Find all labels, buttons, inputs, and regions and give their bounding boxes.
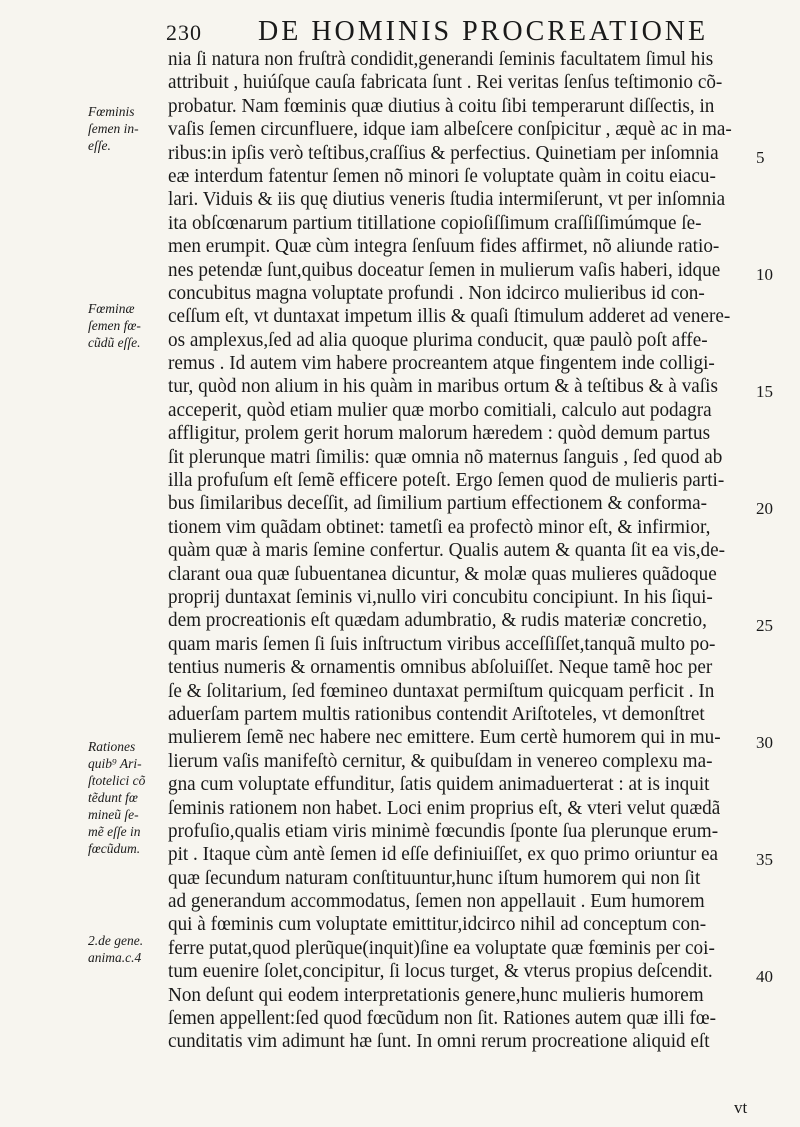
text-line: Non deſunt qui eodem interpretationis genere,hunc mulieris humorem bbox=[168, 984, 704, 1006]
text-line: cunditatis vim adimunt hæ ſunt. In omni rerum procreatione aliquid eſt bbox=[168, 1031, 710, 1053]
text-line: affligitur, prolem gerit horum malorum hæredem : quòd demum partus bbox=[168, 423, 711, 445]
text-line: aduerſam partem multis rationibus contendit Ariſtoteles, vt demonſtret bbox=[168, 703, 705, 725]
margin-note bbox=[88, 300, 168, 351]
margin-note-line: Fœminis bbox=[88, 104, 135, 119]
text-line: tum euenire ſolet,concipitur, ſi locus turget, & vterus propius deſcendit. bbox=[168, 961, 713, 983]
margin-note-line: mineũ ſe- bbox=[88, 807, 139, 822]
text-line: nia ſi natura non fruſtrà condidit,generandi ſeminis facultatem ſimul his bbox=[168, 49, 714, 70]
line-number: 25 bbox=[756, 615, 773, 635]
text-line: pit . Itaque cùm antè ſemen id eſſe definiuiſſet, ex quo primo oriuntur ea bbox=[168, 844, 719, 866]
margin-note bbox=[88, 103, 168, 154]
line-number: 40 bbox=[756, 966, 773, 986]
text-line: concubitus magna voluptate profundi . Non idcirco mulieribus id con- bbox=[168, 282, 705, 304]
margin-note-line: ſemen fœ- bbox=[88, 318, 141, 333]
margin-note-line: anima.c.4 bbox=[88, 950, 142, 965]
text-line: proprij duntaxat ſeminis vi,nullo viri concubitu concipiunt. In his ſiqui- bbox=[168, 586, 713, 608]
margin-note-line: 2.de gene. bbox=[88, 933, 144, 948]
line-number: 10 bbox=[756, 264, 773, 284]
text-line: gna cum voluptate effunditur, ſatis quidem animaduerterat : at is inquit bbox=[168, 774, 710, 796]
text-line: quam maris ſemen ſi ſuis inſtructum viribus acceſſiſſet,tanquã multo po- bbox=[168, 633, 716, 655]
text-line: clarant oua quæ ſubuentanea dicuntur, & molæ quas mulieres quãdoque bbox=[168, 563, 717, 585]
line-number: 20 bbox=[756, 498, 773, 518]
text-line: remus . Id autem vim habere procreantem atque fingentem inde colligi- bbox=[168, 353, 715, 375]
running-head: DE HOMINIS PROCREATIONE bbox=[258, 16, 709, 47]
text-line: vaſis ſemen circunfluere, idque iam albeſcere conſpicitur , æquè ac in ma- bbox=[168, 119, 732, 141]
text-line: nes petendæ ſunt,quibus doceatur ſemen in mulierum vaſis haberi, idque bbox=[168, 259, 721, 281]
margin-note-line: eſſe. bbox=[88, 138, 111, 153]
text-line: qui à fœminis cum voluptate emittitur,idcirco nihil ad conceptum con- bbox=[168, 914, 707, 936]
text-line: bus ſimilaribus deceſſit, ad ſimilium partium effectionem & conforma- bbox=[168, 493, 708, 515]
text-line: tentius numeris & ornamentis omnibus abſoluiſſet. Neque tamẽ hoc per bbox=[168, 657, 713, 679]
text-line: dem procreationis eſt quædam adumbratio, & rudis materiæ concretio, bbox=[168, 610, 707, 632]
margin-note bbox=[88, 932, 168, 966]
margin-note-line: mẽ eſſe in bbox=[88, 824, 141, 839]
text-line: os amplexus,ſed ad alia quoque plurima conducit, quæ paulò poſt affe- bbox=[168, 329, 708, 351]
text-line: ſeminis rationem non habet. Loci enim proprius eſt, & vteri velut quædã bbox=[168, 797, 721, 819]
margin-note-line: Rationes bbox=[88, 739, 136, 754]
text-line: quàm quæ à maris ſemine confertur. Qualis autem & quanta ſit ea vis,de- bbox=[168, 540, 725, 562]
catchword: vt bbox=[734, 1098, 748, 1117]
margin-note-line: Fœminæ bbox=[88, 301, 135, 316]
text-line: mulierem ſemẽ nec habere nec emittere. Eum certè humorem qui in mu- bbox=[168, 727, 721, 749]
text-line: ſe & ſolitarium, ſed fœmineo duntaxat permiſtum quicquam perficit . In bbox=[168, 680, 715, 702]
text-line: ceſſum eſt, vt duntaxat impetum illis & quaſi ſtimulum adderet ad venere- bbox=[168, 306, 731, 328]
text-line: illa profuſum eſt ſemẽ efficere poteſt. Ergo ſemen quod de mulieris parti- bbox=[168, 470, 725, 492]
margin-note-line: ſtotelici cõ bbox=[88, 773, 146, 788]
line-number: 5 bbox=[756, 147, 765, 167]
text-line: ita obſcœnarum partium titillatione copioſiſſimum craſſiſſimúmque ſe- bbox=[168, 212, 702, 234]
margin-note-line: quib⁹ Ari- bbox=[88, 756, 142, 771]
main-text bbox=[168, 48, 768, 1054]
text-line: ribus:in ipſis verò teſtibus,craſſius & perfectius. Quinetiam per inſomnia bbox=[168, 142, 719, 164]
page-number: 230 bbox=[166, 20, 202, 45]
line-number: 30 bbox=[756, 732, 773, 752]
text-line: tur, quòd non alium in his quàm in maribus ortum & à teſtibus & à vaſis bbox=[168, 376, 718, 398]
text-line: attribuit , huiúſque cauſa fabricata ſunt . Rei veritas ſenſus teſtimonio cõ- bbox=[168, 72, 723, 94]
margin-note-line: cũdũ eſſe. bbox=[88, 335, 141, 350]
text-line: probatur. Nam fœminis quæ diutius à coitu ſibi temperarunt diſſectis, in bbox=[168, 95, 715, 117]
text-line: eæ interdum fatentur ſemen nõ minori ſe voluptate quàm in coitu eiacu- bbox=[168, 165, 716, 187]
margin-note-line: ſemen in- bbox=[88, 121, 139, 136]
text-line: tionem vim quãdam obtinet: tametſi ea profectò minor eſt, & infirmior, bbox=[168, 516, 711, 538]
margin-note bbox=[88, 738, 168, 857]
line-number: 35 bbox=[756, 849, 773, 869]
text-line: ad generandum accommodatus, ſemen non appellauit . Eum humorem bbox=[168, 891, 705, 913]
text-line: profuſio,qualis etiam viris minimè fœcundis ſponte ſua plerunque erum- bbox=[168, 820, 719, 842]
text-line: ſemen appellent:ſed quod fœcũdum non ſit. Rationes autem quæ illi fœ- bbox=[168, 1008, 716, 1030]
margin-note-line: fœcũdum. bbox=[88, 841, 141, 856]
text-line: men erumpit. Quæ cùm integra ſenſuum fides affirmet, nõ aliunde ratio- bbox=[168, 236, 720, 258]
text-line: lierum vaſis manifeſtò cernitur, & quibuſdam in venereo complexu ma- bbox=[168, 750, 713, 772]
text-line: ſit plerunque matri ſimilis: quæ omnia nõ maternus ſanguis , ſed quod ab bbox=[168, 446, 723, 468]
text-line: ferre putat,quod plerũque(inquit)ſine ea voluptate quæ fœminis per coi- bbox=[168, 937, 715, 959]
page-header bbox=[160, 8, 780, 48]
margin-note-line: tẽdunt fœ bbox=[88, 790, 138, 805]
text-line: quæ ſecundum naturam conſtituuntur,hunc iſtum humorem qui non ſit bbox=[168, 867, 701, 889]
line-number: 15 bbox=[756, 381, 773, 401]
text-line: lari. Viduis & iis quę diutius veneris ſtudia intermiſerunt, vt per inſomnia bbox=[168, 189, 726, 211]
text-line: acceperit, quòd etiam mulier quæ morbo comitiali, calculo aut podagra bbox=[168, 399, 712, 421]
